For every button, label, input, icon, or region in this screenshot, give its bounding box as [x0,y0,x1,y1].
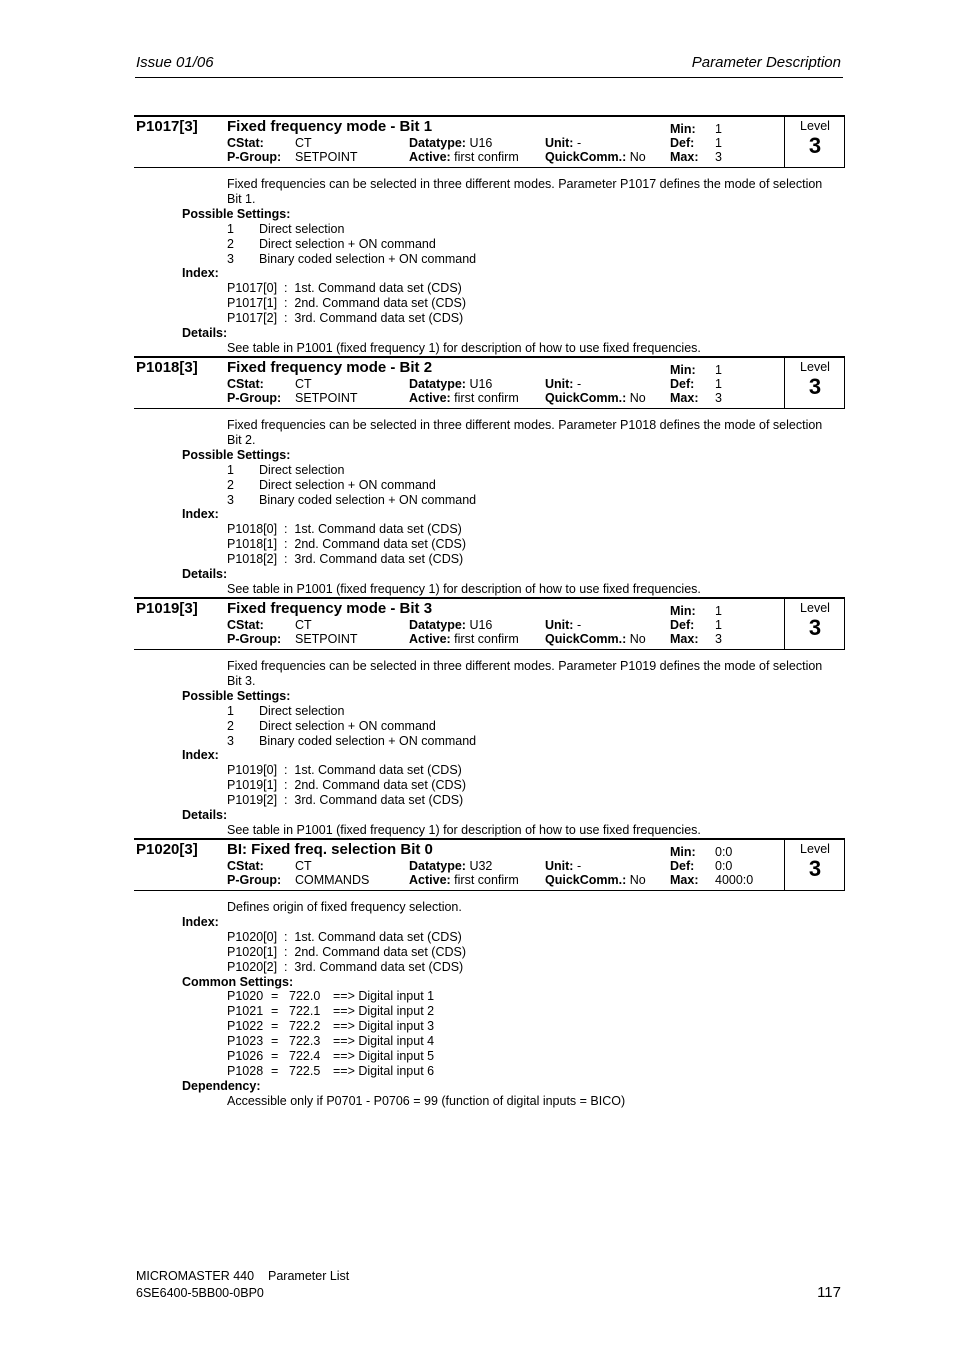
unit-field [545,618,581,632]
setting-text: Direct selection + ON command [259,718,436,733]
def-value: 1 [715,618,722,632]
setting-text: Binary coded selection + ON command [259,492,477,507]
quickcomm-field-value: No [629,873,646,887]
parameter-title: BI: Fixed freq. selection Bit 0 [227,841,433,858]
parameter-header-box [134,115,845,168]
active-field-label: Active: [409,391,451,405]
cstat-value: CT [295,618,312,632]
max-value: 3 [715,150,722,164]
common-settings-heading: Common Settings: [182,974,294,989]
quickcomm-field-value: No [629,150,646,164]
dependency-heading: Dependency: [182,1078,261,1093]
common-param: P1022 [227,1019,264,1034]
setting-text: Direct selection [259,221,345,236]
index-heading: Index: [182,507,219,522]
index-heading: Index: [182,914,219,929]
level-box [784,117,845,167]
active-field-value: first confirm [454,391,519,405]
setting-number: 3 [227,251,234,266]
details-text: See table in P1001 (fixed frequency 1) for description of how to use fixed frequencies. [227,822,701,837]
description-line: Fixed frequencies can be selected in three different modes. Parameter P1018 defines the mode of selection [227,418,823,432]
quickcomm-field [545,150,646,164]
def-label: Def: [670,859,695,873]
level-label: Level [800,119,830,133]
max-label: Max: [670,391,699,405]
datatype-field [409,859,492,873]
cstat-label: CStat: [227,859,264,873]
datatype-field [409,136,492,150]
datatype-field [409,377,492,391]
datatype-field-value: U16 [469,618,493,632]
unit-field-value: - [576,136,582,150]
min-value: 0:0 [715,845,733,859]
common-val: 722.4 [289,1049,321,1063]
index-item: P1017[0] : 1st. Command data set (CDS) [227,281,462,296]
cstat-label: CStat: [227,377,264,391]
quickcomm-field-label: QuickComm.: [545,873,627,887]
header-section-title: Parameter Description [691,54,841,71]
cstat-value: CT [295,859,312,873]
max-value: 3 [715,391,722,405]
setting-number: 2 [227,477,234,492]
pgroup-label: P-Group: [227,391,282,405]
unit-field-value: - [576,859,582,873]
pgroup-value: SETPOINT [295,150,358,164]
unit-field [545,859,581,873]
min-label: Min: [670,845,696,859]
common-eq: = [271,1034,279,1049]
index-item: P1019[2] : 3rd. Command data set (CDS) [227,793,464,808]
setting-text: Direct selection + ON command [259,477,436,492]
active-field-label: Active: [409,150,451,164]
setting-number: 1 [227,462,234,477]
datatype-field-label: Datatype: [409,859,466,873]
unit-field-label: Unit: [545,618,574,632]
index-heading: Index: [182,748,219,763]
page-number: 117 [817,1284,841,1301]
setting-number: 1 [227,221,234,236]
def-value: 1 [715,377,722,391]
pgroup-value: SETPOINT [295,632,358,646]
datatype-field-label: Datatype: [409,618,466,632]
common-val: 722.2 [289,1019,321,1034]
parameter-header-box [134,356,845,409]
details-heading: Details: [182,808,228,822]
parameter-id: P1018[3] [136,359,198,376]
quickcomm-field-label: QuickComm.: [545,391,627,405]
description-line: Bit 3. [227,673,256,688]
unit-field-label: Unit: [545,377,574,391]
min-value: 1 [715,363,722,377]
min-label: Min: [670,122,696,136]
unit-field-value: - [576,377,582,391]
possible-settings-heading: Possible Settings: [182,688,291,703]
index-item: P1019[1] : 2nd. Command data set (CDS) [227,778,467,793]
index-item: P1018[0] : 1st. Command data set (CDS) [227,522,462,537]
max-label: Max: [670,150,699,164]
common-eq: = [271,1049,279,1063]
description-line: Bit 2. [227,432,256,447]
quickcomm-field-label: QuickComm.: [545,632,627,646]
quickcomm-field-value: No [629,391,646,405]
pgroup-label: P-Group: [227,632,282,646]
footer-order-number: 6SE6400-5BB00-0BP0 [136,1286,264,1300]
footer-product: MICROMASTER 440 Parameter List [136,1269,350,1283]
min-value: 1 [715,122,722,136]
details-text: See table in P1001 (fixed frequency 1) for description of how to use fixed frequencies. [227,581,701,596]
level-box [784,840,845,890]
min-value: 1 [715,604,722,618]
active-field-label: Active: [409,632,451,646]
setting-text: Binary coded selection + ON command [259,733,477,748]
quickcomm-field [545,632,646,646]
max-value: 4000:0 [715,873,754,887]
parameter-title: Fixed frequency mode - Bit 3 [227,600,433,617]
details-text: See table in P1001 (fixed frequency 1) for description of how to use fixed frequencies. [227,340,701,355]
header-rule [135,77,843,78]
datatype-field-value: U16 [469,377,493,391]
unit-field [545,136,581,150]
quickcomm-field-label: QuickComm.: [545,150,627,164]
parameter-header-box [134,838,845,891]
datatype-field-label: Datatype: [409,377,466,391]
def-label: Def: [670,377,695,391]
common-arrow: ==> Digital input 1 [333,989,435,1004]
parameter-title: Fixed frequency mode - Bit 2 [227,359,433,376]
description-line: Defines origin of fixed frequency selection. [227,900,462,914]
parameter-header-box [134,597,845,650]
quickcomm-field-value: No [629,632,646,646]
min-label: Min: [670,604,696,618]
index-heading: Index: [182,266,219,281]
description-line: Fixed frequencies can be selected in three different modes. Parameter P1017 defines the mode of selection [227,177,823,191]
setting-number: 3 [227,492,234,507]
active-field-value: first confirm [454,150,519,164]
datatype-field-label: Datatype: [409,136,466,150]
common-setting-row [227,1004,434,1018]
common-val: 722.5 [289,1063,321,1078]
cstat-label: CStat: [227,618,264,632]
parameter-id: P1017[3] [136,118,198,135]
setting-item [227,478,436,492]
max-value: 3 [715,632,722,646]
pgroup-value: SETPOINT [295,391,358,405]
def-label: Def: [670,618,695,632]
pgroup-value: COMMANDS [295,873,370,887]
level-value: 3 [808,133,822,158]
common-setting-row [227,1049,434,1063]
index-item: P1019[0] : 1st. Command data set (CDS) [227,763,462,778]
pgroup-label: P-Group: [227,873,282,887]
active-field [409,150,519,164]
datatype-field-value: U32 [469,859,493,873]
common-setting-row [227,1034,434,1048]
active-field-value: first confirm [454,873,519,887]
common-arrow: ==> Digital input 3 [333,1019,435,1034]
setting-item [227,237,436,251]
level-label: Level [800,842,830,856]
index-item: P1020[1] : 2nd. Command data set (CDS) [227,944,467,959]
common-setting-row [227,989,434,1003]
cstat-value: CT [295,136,312,150]
datatype-field-value: U16 [469,136,493,150]
setting-item [227,719,436,733]
parameter-title: Fixed frequency mode - Bit 1 [227,118,433,135]
def-value: 0:0 [715,859,733,873]
setting-item [227,222,344,236]
details-heading: Details: [182,326,228,340]
level-label: Level [800,601,830,615]
setting-number: 2 [227,718,234,733]
index-item: P1018[2] : 3rd. Command data set (CDS) [227,552,464,567]
cstat-value: CT [295,377,312,391]
def-label: Def: [670,136,695,150]
common-param: P1021 [227,1004,264,1019]
level-value: 3 [808,374,822,399]
def-value: 1 [715,136,722,150]
cstat-label: CStat: [227,136,264,150]
setting-number: 3 [227,733,234,748]
active-field [409,632,519,646]
common-arrow: ==> Digital input 5 [333,1049,435,1063]
possible-settings-heading: Possible Settings: [182,206,291,221]
setting-text: Binary coded selection + ON command [259,251,477,266]
common-eq: = [271,1004,279,1019]
datatype-field [409,618,492,632]
level-value: 3 [808,615,822,640]
parameter-id: P1019[3] [136,600,198,617]
setting-item [227,734,476,748]
index-item: P1020[0] : 1st. Command data set (CDS) [227,929,462,944]
pgroup-label: P-Group: [227,150,282,164]
active-field-value: first confirm [454,632,519,646]
quickcomm-field [545,873,646,887]
setting-text: Direct selection [259,703,345,718]
index-item: P1017[2] : 3rd. Command data set (CDS) [227,311,464,326]
index-item: P1020[2] : 3rd. Command data set (CDS) [227,959,464,974]
dependency-text: Accessible only if P0701 - P0706 = 99 (function of digital inputs = BICO) [227,1093,626,1108]
setting-item [227,463,344,477]
level-box [784,599,845,649]
common-val: 722.3 [289,1034,321,1049]
max-label: Max: [670,632,699,646]
common-setting-row [227,1019,434,1033]
setting-item [227,252,476,266]
setting-text: Direct selection + ON command [259,236,436,251]
active-field-label: Active: [409,873,451,887]
common-param: P1026 [227,1049,264,1063]
common-param: P1020 [227,989,264,1004]
common-arrow: ==> Digital input 6 [333,1063,435,1078]
common-arrow: ==> Digital input 4 [333,1034,435,1049]
setting-text: Direct selection [259,462,345,477]
description-line: Fixed frequencies can be selected in three different modes. Parameter P1019 defines the mode of selection [227,659,823,673]
index-item: P1018[1] : 2nd. Command data set (CDS) [227,537,467,552]
common-param: P1028 [227,1063,264,1078]
common-setting-row [227,1064,434,1078]
details-heading: Details: [182,567,228,581]
quickcomm-field [545,391,646,405]
description-line: Bit 1. [227,191,256,206]
active-field [409,391,519,405]
common-val: 722.1 [289,1004,321,1019]
common-param: P1023 [227,1034,264,1049]
common-arrow: ==> Digital input 2 [333,1004,435,1019]
level-box [784,358,845,408]
level-label: Level [800,360,830,374]
index-item: P1017[1] : 2nd. Command data set (CDS) [227,296,467,311]
unit-field [545,377,581,391]
max-label: Max: [670,873,699,887]
unit-field-label: Unit: [545,136,574,150]
setting-item [227,704,344,718]
common-eq: = [271,989,279,1004]
common-eq: = [271,1063,279,1078]
setting-number: 1 [227,703,234,718]
setting-number: 2 [227,236,234,251]
active-field [409,873,519,887]
possible-settings-heading: Possible Settings: [182,447,291,462]
level-value: 3 [808,856,822,881]
common-val: 722.0 [289,989,321,1004]
header-issue: Issue 01/06 [136,54,214,71]
parameter-id: P1020[3] [136,841,198,858]
unit-field-value: - [576,618,582,632]
min-label: Min: [670,363,696,377]
unit-field-label: Unit: [545,859,574,873]
common-eq: = [271,1019,279,1034]
setting-item [227,493,476,507]
